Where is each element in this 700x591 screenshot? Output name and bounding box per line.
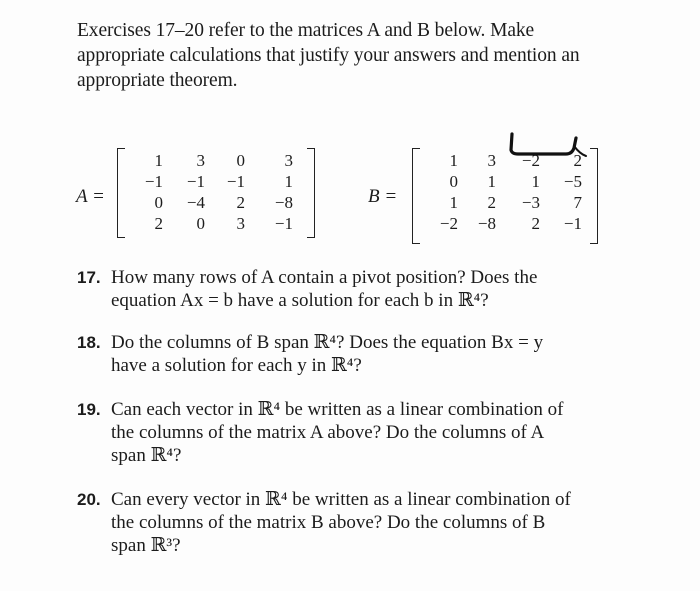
exercise-number: 18. xyxy=(77,333,101,352)
matrix-b-entry: −5 xyxy=(563,172,582,191)
intro-line-3: appropriate theorem. xyxy=(77,70,238,91)
matrix-b-entry: 3 xyxy=(487,151,496,170)
matrix-a-entry: 1 xyxy=(284,172,293,191)
exercise-20 xyxy=(77,488,657,557)
matrix-a-right-bracket xyxy=(307,148,315,238)
matrix-b-entry: 1 xyxy=(487,172,496,191)
matrix-b-entry: −1 xyxy=(563,214,582,233)
exercise-number: 19. xyxy=(77,400,101,419)
matrix-a-entry: 3 xyxy=(284,151,293,170)
matrix-b-entry: 2 xyxy=(487,193,496,212)
matrix-b-left-bracket xyxy=(412,148,420,244)
intro-line-2: appropriate calculations that justify your answers and mention an xyxy=(77,45,580,66)
matrix-a-row xyxy=(129,213,293,234)
exercise-number: 20. xyxy=(77,490,101,509)
exercise-18 xyxy=(77,331,657,377)
matrix-b-row xyxy=(422,192,582,213)
matrix-a-entry: 2 xyxy=(154,214,163,233)
matrix-a-entry: 2 xyxy=(236,193,245,212)
exercise-17-line-2: equation Ax = b have a solution for each b in ℝ⁴? xyxy=(111,290,489,311)
matrix-b-entry: −2 xyxy=(439,214,458,233)
exercise-19 xyxy=(77,398,657,467)
matrix-a-entry: −1 xyxy=(186,172,205,191)
matrix-b-right-bracket xyxy=(590,148,598,244)
matrix-a-entry: 3 xyxy=(196,151,205,170)
matrix-a-entry: −1 xyxy=(226,172,245,191)
matrix-b-row xyxy=(422,171,582,192)
matrix-b-label: B = xyxy=(368,186,398,207)
matrix-b-entry: 1 xyxy=(449,193,458,212)
matrix-b-entry: −3 xyxy=(521,193,540,212)
matrix-b-entry: 2 xyxy=(573,151,582,170)
matrix-a-entry: 1 xyxy=(154,151,163,170)
matrix-a-entry: −8 xyxy=(274,193,293,212)
exercise-19-line-3: span ℝ⁴? xyxy=(111,445,182,466)
matrix-a-entry: −4 xyxy=(186,193,205,212)
matrix-a-entry: −1 xyxy=(144,172,163,191)
exercise-number: 17. xyxy=(77,268,101,287)
matrix-a-left-bracket xyxy=(117,148,125,238)
matrix-a-entry: 0 xyxy=(236,151,245,170)
matrix-a-row xyxy=(129,150,293,171)
exercise-20-line-2: the columns of the matrix B above? Do the columns of B xyxy=(111,512,546,533)
exercise-17 xyxy=(77,266,657,312)
intro-line-1: Exercises 17–20 refer to the matrices A and B below. Make xyxy=(77,20,535,41)
exercise-20-line-1: Can every vector in ℝ⁴ be written as a linear combination of xyxy=(111,489,571,510)
matrix-b-entry: 1 xyxy=(449,151,458,170)
matrix-b-entry: 2 xyxy=(531,214,540,233)
exercise-20-line-3: span ℝ³? xyxy=(111,535,181,556)
matrix-a-row xyxy=(129,192,293,213)
matrix-b-entry: −8 xyxy=(477,214,496,233)
matrix-b-row xyxy=(422,213,582,234)
exercise-19-line-2: the columns of the matrix A above? Do the columns of A xyxy=(111,422,545,443)
matrix-a-label: A = xyxy=(76,186,105,207)
exercise-19-line-1: Can each vector in ℝ⁴ be written as a linear combination of xyxy=(111,399,564,420)
exercise-18-line-1: Do the columns of B span ℝ⁴? Does the equation Bx = y xyxy=(111,332,544,353)
matrix-a-row xyxy=(129,171,293,192)
matrix-a-entry: −1 xyxy=(274,214,293,233)
matrix-a xyxy=(117,148,315,238)
intro-paragraph xyxy=(77,18,657,93)
matrix-b-entry: 1 xyxy=(531,172,540,191)
matrix-a-entry: 0 xyxy=(196,214,205,233)
matrix-b-entry: 0 xyxy=(449,172,458,191)
matrix-b-entry: −2 xyxy=(521,151,540,170)
matrix-b-entry: 7 xyxy=(573,193,582,212)
matrix-a-entry: 3 xyxy=(236,214,245,233)
exercise-17-line-1: How many rows of A contain a pivot position? Does the xyxy=(111,267,538,288)
exercise-18-line-2: have a solution for each y in ℝ⁴? xyxy=(111,355,362,376)
matrix-a-entry: 0 xyxy=(154,193,163,212)
handwritten-bracket-mark xyxy=(506,132,588,172)
